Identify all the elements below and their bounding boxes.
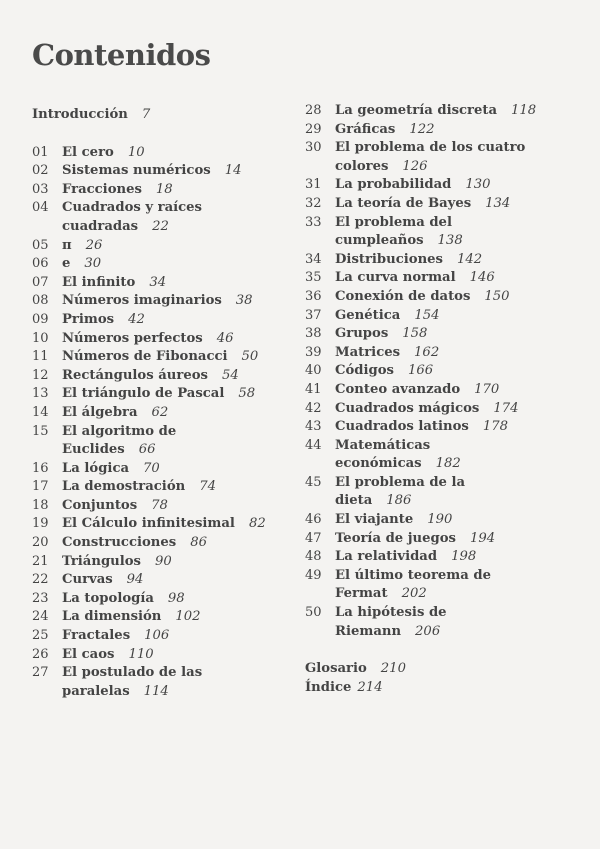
- chapter-title-line: El cero: [62, 144, 114, 160]
- chapter-title: [62, 664, 297, 701]
- toc-back-matter: [305, 660, 580, 697]
- toc-entry[interactable]: [32, 627, 297, 646]
- chapter-title: [62, 330, 297, 349]
- chapter-title-line: Fermat: [335, 586, 388, 602]
- page-number: 170: [474, 381, 500, 397]
- chapter-title: [62, 311, 297, 330]
- chapter-title: [335, 288, 580, 307]
- chapter-title: [335, 214, 580, 251]
- chapter-title: [335, 474, 580, 511]
- chapter-number: 18: [32, 497, 49, 513]
- page-number: 110: [128, 646, 154, 662]
- chapter-title-line: El Cálculo infinitesimal: [62, 516, 235, 532]
- toc-entry[interactable]: [32, 553, 297, 572]
- chapter-title-line: Primos: [62, 311, 115, 327]
- page-number: 126: [402, 158, 428, 174]
- toc-entry[interactable]: [305, 381, 580, 400]
- chapter-title-line: económicas: [335, 456, 422, 472]
- chapter-title-line: El algoritmo de: [62, 423, 177, 439]
- chapter-number: 50: [305, 605, 322, 621]
- chapter-title: [62, 404, 297, 423]
- page-number: 38: [235, 293, 253, 309]
- toc-entry-backmatter[interactable]: [305, 679, 580, 698]
- chapter-title-line: Conexión de datos: [335, 288, 471, 304]
- chapter-title-line: El triángulo de Pascal: [62, 386, 225, 402]
- chapter-number: 19: [32, 516, 49, 532]
- page-number: 190: [427, 512, 453, 528]
- chapter-title: [335, 567, 580, 604]
- chapter-title-line: Distribuciones: [335, 251, 443, 267]
- toc-entry[interactable]: [305, 176, 580, 195]
- page-number: 22: [152, 218, 169, 234]
- toc-entry[interactable]: [32, 534, 297, 553]
- chapter-number: 26: [32, 646, 49, 662]
- toc-entry[interactable]: [305, 418, 580, 437]
- toc-entry[interactable]: [32, 199, 297, 236]
- chapter-title-line: El caos: [62, 646, 115, 662]
- chapter-title: [335, 307, 580, 326]
- page-number: 154: [414, 307, 440, 323]
- chapter-number: 29: [305, 121, 322, 137]
- entry-page: 214: [357, 679, 383, 695]
- chapter-title: [62, 199, 297, 236]
- chapter-title-line: Euclides: [62, 442, 125, 458]
- page-number: 130: [465, 177, 491, 193]
- page-number: 142: [456, 251, 483, 267]
- chapter-title-line: Gráficas: [335, 121, 396, 137]
- page-number: 18: [155, 181, 173, 197]
- chapter-title: [62, 497, 297, 516]
- page-number: 186: [386, 493, 412, 509]
- chapter-number: 34: [305, 251, 322, 267]
- toc-entry[interactable]: [32, 497, 297, 516]
- toc-entry[interactable]: [32, 571, 297, 590]
- chapter-number: 21: [32, 553, 49, 569]
- toc-entry[interactable]: [32, 237, 297, 256]
- chapter-title-line: e: [62, 256, 71, 272]
- chapter-number: 30: [305, 140, 322, 156]
- chapter-title-line: Grupos: [335, 326, 389, 342]
- page-number: 146: [469, 270, 495, 286]
- page-number: 150: [484, 288, 510, 304]
- chapter-title: [62, 553, 297, 572]
- chapter-title: [335, 176, 580, 195]
- toc-entry[interactable]: [305, 474, 580, 511]
- chapter-title: [335, 121, 580, 140]
- toc-entry[interactable]: [32, 181, 297, 200]
- toc-entry[interactable]: [32, 330, 297, 349]
- chapter-title: [335, 381, 580, 400]
- chapter-title: [62, 274, 297, 293]
- chapter-number: 42: [305, 400, 322, 416]
- page-number: 30: [84, 256, 102, 272]
- chapter-title-line: La curva normal: [335, 270, 456, 286]
- page-number: 46: [216, 330, 234, 346]
- chapter-number: 09: [32, 311, 49, 327]
- toc-entry[interactable]: [305, 307, 580, 326]
- chapter-title-line: Matrices: [335, 344, 401, 360]
- chapter-title-line: Sistemas numéricos: [62, 163, 211, 179]
- chapter-title: [335, 195, 580, 214]
- chapter-number: 37: [305, 307, 322, 323]
- chapter-title-line: Cuadrados mágicos: [335, 400, 480, 416]
- chapter-number: 32: [305, 195, 322, 211]
- page-number: 26: [85, 237, 103, 253]
- chapter-title: [335, 437, 580, 474]
- toc-entry[interactable]: [305, 362, 580, 381]
- chapter-number: 44: [305, 437, 322, 453]
- chapter-title: [62, 478, 297, 497]
- entry-label: Índice: [305, 679, 352, 695]
- chapter-title-line: La demostración: [62, 479, 186, 495]
- page-number: 158: [402, 326, 428, 342]
- chapter-number: 45: [305, 474, 322, 490]
- chapter-title: [335, 325, 580, 344]
- chapter-title-line: Triángulos: [62, 553, 141, 569]
- chapter-title: [335, 511, 580, 530]
- page-number: 122: [409, 121, 435, 137]
- chapter-number: 07: [32, 274, 49, 290]
- chapter-title: [62, 255, 297, 274]
- toc-entry[interactable]: [32, 664, 297, 701]
- chapter-number: 22: [32, 572, 49, 588]
- chapter-number: 43: [305, 419, 322, 435]
- chapter-title-line: Números perfectos: [62, 330, 203, 346]
- toc-entry[interactable]: [305, 511, 580, 530]
- chapter-title-line: El problema de la: [335, 474, 466, 490]
- page-number: 202: [401, 586, 427, 602]
- toc-entry[interactable]: [305, 567, 580, 604]
- chapter-title-line: El postulado de las: [62, 665, 203, 681]
- chapter-number: 05: [32, 237, 49, 253]
- chapter-title: [62, 348, 297, 367]
- toc-entry[interactable]: [305, 325, 580, 344]
- toc-entry[interactable]: [32, 423, 297, 460]
- toc-right-column: [305, 102, 580, 697]
- chapter-title-line: Números imaginarios: [62, 293, 222, 309]
- page-number: 166: [407, 363, 434, 379]
- chapter-title-line: Códigos: [335, 363, 394, 379]
- toc-entry[interactable]: [32, 515, 297, 534]
- toc-entry[interactable]: [305, 214, 580, 251]
- page-number: 134: [485, 195, 511, 211]
- toc-entry-backmatter[interactable]: [305, 660, 580, 679]
- chapter-title: [62, 423, 297, 460]
- toc-list-left: [32, 144, 297, 702]
- toc-entry[interactable]: [305, 530, 580, 549]
- toc-entry[interactable]: [32, 255, 297, 274]
- chapter-number: 33: [305, 214, 322, 230]
- toc-entry[interactable]: [32, 590, 297, 609]
- chapter-title-line: El álgebra: [62, 404, 138, 420]
- chapter-title: [335, 102, 580, 121]
- toc-entry[interactable]: [32, 367, 297, 386]
- page-number: 86: [190, 535, 207, 551]
- chapter-title-line: cumpleaños: [335, 233, 424, 249]
- chapter-title-line: El último teorema de: [335, 567, 492, 583]
- chapter-number: 39: [305, 344, 322, 360]
- chapter-title-line: Curvas: [62, 572, 113, 588]
- toc-entry[interactable]: [32, 274, 297, 293]
- chapter-title-line: cuadradas: [62, 218, 139, 234]
- chapter-number: 03: [32, 181, 49, 197]
- chapter-number: 49: [305, 567, 322, 583]
- chapter-title-line: paralelas: [62, 683, 130, 699]
- chapter-title-line: Matemáticas: [335, 437, 431, 453]
- chapter-title-line: colores: [335, 158, 389, 174]
- chapter-number: 10: [32, 330, 49, 346]
- chapter-title: [62, 237, 297, 256]
- chapter-number: 47: [305, 530, 322, 546]
- chapter-title: [62, 367, 297, 386]
- chapter-title: [62, 534, 297, 553]
- chapter-title-line: Conteo avanzado: [335, 381, 461, 397]
- page-number: 66: [138, 442, 156, 458]
- chapter-number: 11: [32, 349, 49, 365]
- page-number: 82: [248, 516, 266, 532]
- toc-entry[interactable]: [305, 251, 580, 270]
- page-title: Contenidos: [32, 38, 211, 72]
- chapter-number: 14: [32, 404, 49, 420]
- page-number: 174: [493, 400, 519, 416]
- chapter-number: 38: [305, 326, 322, 342]
- chapter-title-line: Construcciones: [62, 535, 177, 551]
- toc-entry[interactable]: [305, 139, 580, 176]
- chapter-title-line: El infinito: [62, 274, 136, 290]
- chapter-number: 17: [32, 479, 49, 495]
- toc-entry[interactable]: [305, 344, 580, 363]
- chapter-title-line: El problema de los cuatro: [335, 140, 526, 156]
- toc-entry[interactable]: [32, 608, 297, 627]
- chapter-title-line: El viajante: [335, 512, 414, 528]
- page-number: 194: [469, 530, 496, 546]
- chapter-number: 41: [305, 381, 322, 397]
- toc-left-column: [32, 102, 297, 701]
- chapter-title-line: El problema del: [335, 214, 452, 230]
- page-number: 162: [414, 344, 440, 360]
- chapter-number: 08: [32, 293, 49, 309]
- page-number: 114: [143, 683, 169, 699]
- chapter-number: 25: [32, 628, 49, 644]
- page-number: 42: [128, 311, 145, 327]
- toc-entry[interactable]: [32, 404, 297, 423]
- toc-entry[interactable]: [305, 604, 580, 641]
- chapter-title: [62, 608, 297, 627]
- page-number: 118: [511, 103, 537, 118]
- chapter-number: 46: [305, 512, 322, 528]
- chapter-number: 40: [305, 363, 322, 379]
- chapter-number: 48: [305, 549, 322, 565]
- page-number: 94: [126, 572, 144, 588]
- toc-entry[interactable]: [32, 348, 297, 367]
- chapter-title: [335, 418, 580, 437]
- chapter-number: 35: [305, 270, 322, 286]
- chapter-number: 24: [32, 609, 49, 625]
- spacer: [305, 641, 580, 660]
- chapter-title: [62, 460, 297, 479]
- chapter-title-line: La lógica: [62, 460, 130, 476]
- chapter-number: 12: [32, 367, 49, 383]
- chapter-title-line: La geometría discreta: [335, 103, 498, 118]
- chapter-number: 36: [305, 288, 322, 304]
- chapter-title-line: La teoría de Bayes: [335, 195, 472, 211]
- page-number: 34: [149, 274, 167, 290]
- page-number: 102: [175, 609, 201, 625]
- chapter-title-line: Cuadrados y raíces: [62, 200, 202, 216]
- toc-list-right: [305, 102, 580, 641]
- chapter-title: [335, 251, 580, 270]
- chapter-number: 04: [32, 200, 49, 216]
- page-number: 58: [238, 386, 256, 402]
- page-number: 50: [241, 349, 259, 365]
- page-number: 182: [435, 456, 461, 472]
- page-number: 138: [437, 233, 463, 249]
- chapter-title: [62, 162, 297, 181]
- chapter-title: [335, 139, 580, 176]
- chapter-title: [335, 344, 580, 363]
- toc-entry[interactable]: [32, 292, 297, 311]
- chapter-title-line: La probabilidad: [335, 177, 452, 193]
- chapter-title-line: Cuadrados latinos: [335, 419, 469, 435]
- chapter-number: 06: [32, 256, 49, 272]
- chapter-number: 01: [32, 144, 49, 160]
- toc-entry[interactable]: [305, 437, 580, 474]
- chapter-number: 27: [32, 665, 49, 681]
- page-number: 90: [154, 553, 172, 569]
- chapter-title-line: Fractales: [62, 628, 131, 644]
- chapter-title-line: Conjuntos: [62, 497, 138, 513]
- toc-entry[interactable]: [32, 646, 297, 665]
- entry-label: Introducción: [32, 107, 128, 122]
- chapter-title: [62, 385, 297, 404]
- chapter-number: 20: [32, 535, 49, 551]
- page-number: 106: [144, 628, 170, 644]
- chapter-title: [335, 362, 580, 381]
- page-number: 198: [451, 549, 477, 565]
- chapter-title-line: Genética: [335, 307, 401, 323]
- chapter-number: 28: [305, 103, 322, 118]
- chapter-title-line: π: [62, 237, 72, 253]
- entry-page: 7: [141, 107, 151, 122]
- toc-entry[interactable]: [305, 102, 580, 121]
- chapter-title: [62, 181, 297, 200]
- chapter-title: [62, 292, 297, 311]
- chapter-title-line: Rectángulos áureos: [62, 367, 208, 383]
- chapter-title-line: Fracciones: [62, 181, 142, 197]
- spacer: [32, 125, 297, 144]
- chapter-title: [335, 269, 580, 288]
- chapter-title: [62, 627, 297, 646]
- chapter-title: [62, 144, 297, 163]
- page-number: 62: [151, 404, 169, 420]
- page-number: 14: [224, 163, 242, 179]
- toc-entry[interactable]: [305, 548, 580, 567]
- chapter-number: 23: [32, 590, 49, 606]
- entry-label: Glosario: [305, 661, 367, 677]
- page-number: 178: [482, 419, 509, 435]
- chapter-number: 16: [32, 460, 49, 476]
- toc-entry[interactable]: [32, 385, 297, 404]
- page-number: 10: [127, 144, 145, 160]
- chapter-number: 02: [32, 163, 49, 179]
- chapter-title-line: Números de Fibonacci: [62, 349, 228, 365]
- chapter-title: [335, 530, 580, 549]
- toc-entry[interactable]: [305, 195, 580, 214]
- toc-entry[interactable]: [32, 144, 297, 163]
- chapter-title-line: La dimensión: [62, 609, 162, 625]
- chapter-title-line: La topología: [62, 590, 154, 606]
- chapter-title-line: La relatividad: [335, 549, 438, 565]
- chapter-number: 31: [305, 177, 322, 193]
- toc-entry[interactable]: [32, 478, 297, 497]
- page-number: 98: [167, 590, 185, 606]
- chapter-number: 13: [32, 386, 49, 402]
- toc-entry[interactable]: [305, 400, 580, 419]
- page-number: 78: [151, 497, 168, 513]
- chapter-title: [335, 604, 580, 641]
- chapter-title: [62, 571, 297, 590]
- toc-entry[interactable]: [305, 121, 580, 140]
- chapter-title: [62, 515, 297, 534]
- chapter-number: 15: [32, 423, 49, 439]
- chapter-title: [335, 400, 580, 419]
- chapter-title: [62, 646, 297, 665]
- chapter-title-line: La hipótesis de: [335, 605, 447, 621]
- toc-entry[interactable]: [305, 288, 580, 307]
- toc-entry[interactable]: [305, 269, 580, 288]
- page-number: 70: [143, 460, 160, 476]
- toc-entry[interactable]: [32, 311, 297, 330]
- chapter-title: [62, 590, 297, 609]
- entry-page: 210: [380, 661, 406, 677]
- chapter-title-line: Teoría de juegos: [335, 530, 456, 546]
- toc-entry-introduction[interactable]: [32, 106, 297, 125]
- chapter-title: [335, 548, 580, 567]
- toc-entry[interactable]: [32, 460, 297, 479]
- chapter-title-line: Riemann: [335, 623, 402, 639]
- page-number: 206: [415, 623, 441, 639]
- page-number: 74: [199, 479, 216, 495]
- page-number: 54: [221, 367, 239, 383]
- toc-entry[interactable]: [32, 162, 297, 181]
- chapter-title-line: dieta: [335, 493, 373, 509]
